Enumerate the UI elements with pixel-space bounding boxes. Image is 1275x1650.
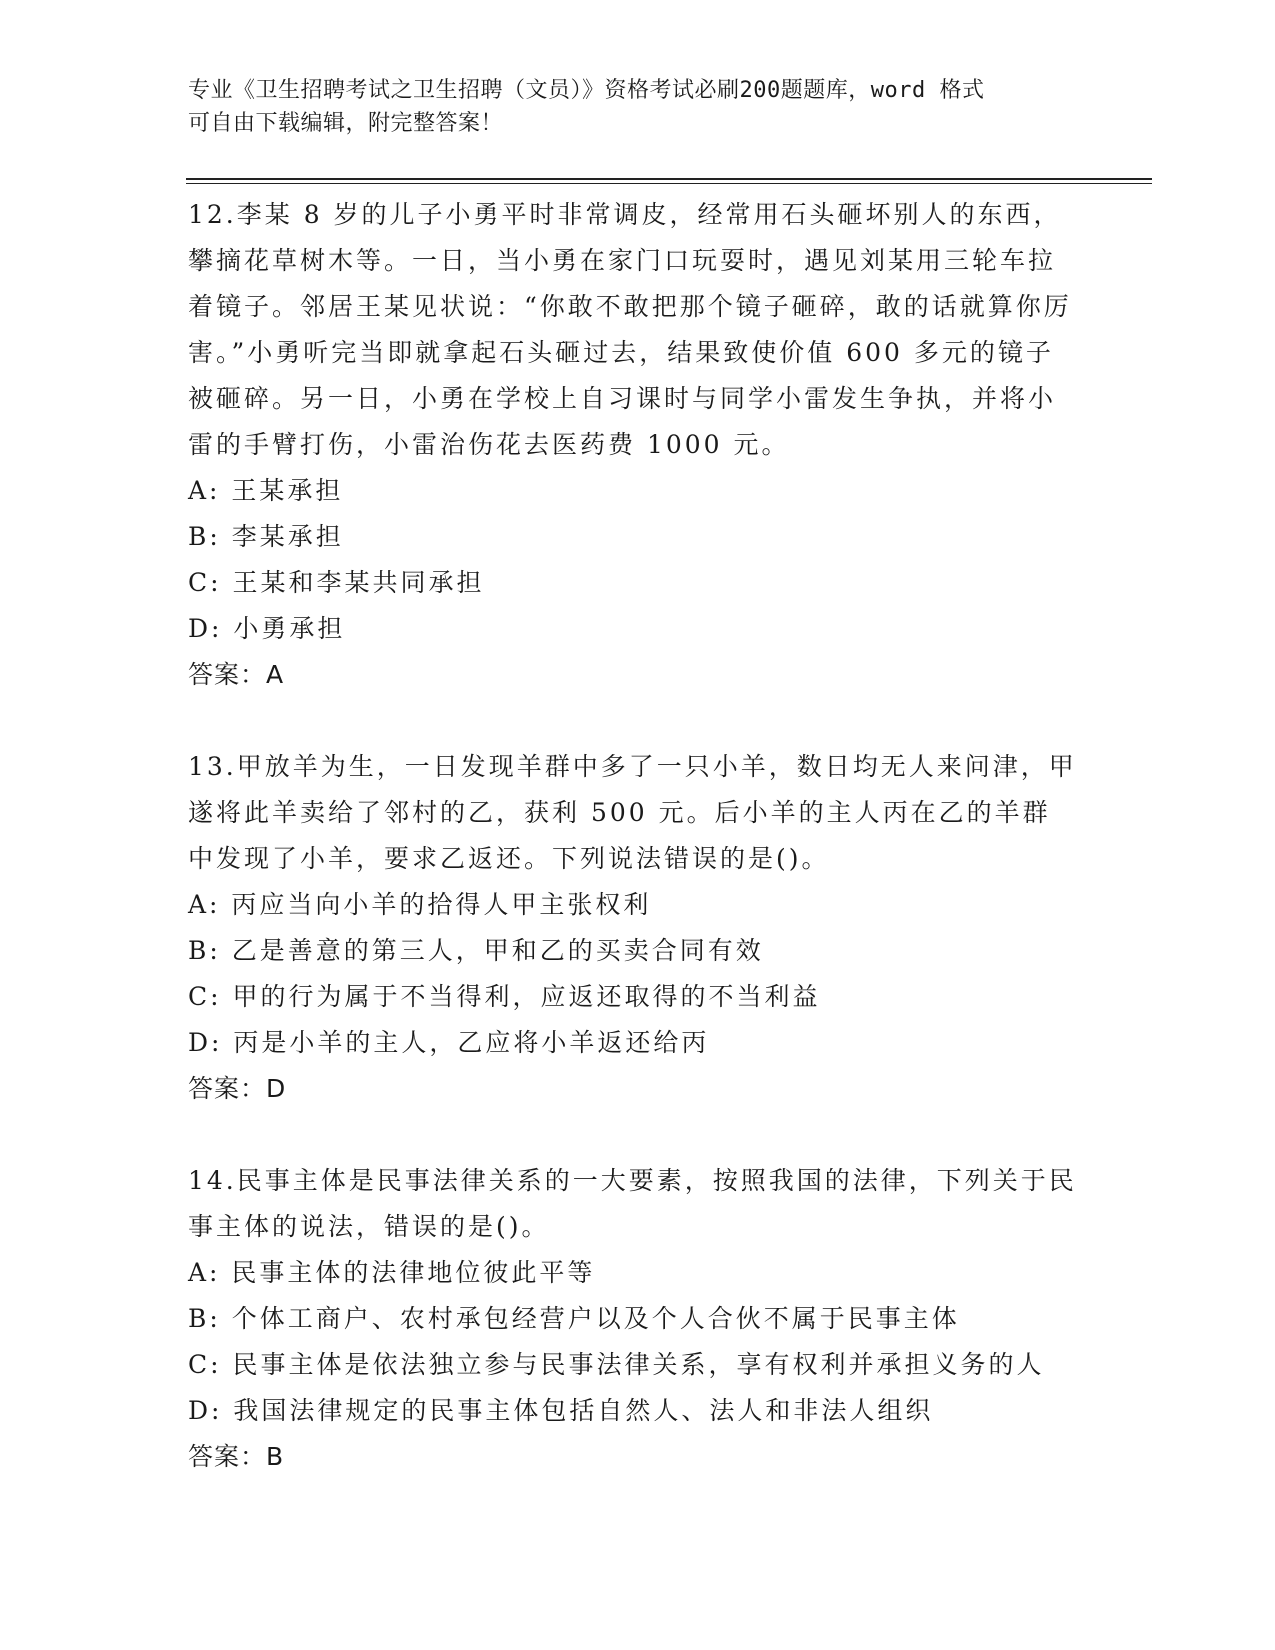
question-spacer: [188, 698, 1078, 744]
question-list: [188, 192, 1078, 1480]
option-a: A: 丙应当向小羊的拾得人甲主张权利: [188, 890, 652, 919]
document-header: [188, 74, 1068, 140]
question-stem: 13.甲放羊为生，一日发现羊群中多了一只小羊，数日均无人来问津，甲遂将此羊卖给了邻村的乙，获利 500 元。后小羊的主人丙在乙的羊群中发现了小羊，要求乙返还。下列说法错误的是()。: [188, 752, 1077, 873]
question-stem: 12.李某 8 岁的儿子小勇平时非常调皮，经常用石头砸坏别人的东西，攀摘花草树木等。一日，当小勇在家门口玩耍时，遇见刘某用三轮车拉着镜子。邻居王某见状说：“你敢不敢把那个镜子砸碎，敢的话就算你厉害。”小勇听完当即就拿起石头砸过去，结果致使价值 600 多元的镜子被砸碎。另一日，小勇在学校上自习课时与同学小雷发生争执，并将小雷的手臂打伤，小雷治伤花去医药费 1000 元。: [188, 200, 1072, 459]
option-a: A: 王某承担: [188, 476, 344, 505]
answer-label: 答案：B: [188, 1442, 285, 1471]
option-d: D: 小勇承担: [188, 614, 346, 643]
option-c: C: 王某和李某共同承担: [188, 568, 485, 597]
option-b: B: 乙是善意的第三人，甲和乙的买卖合同有效: [188, 936, 764, 965]
header-line-1: 专业《卫生招聘考试之卫生招聘（文员）》资格考试必刷200题题库，word 格式: [188, 78, 985, 103]
question-spacer: [188, 1112, 1078, 1158]
answer-label: 答案：D: [188, 1074, 287, 1103]
header-divider-thin: [186, 183, 1152, 184]
header-divider-thick: [186, 178, 1152, 180]
header-line-2: 可自由下载编辑，附完整答案！: [188, 111, 504, 136]
option-c: C: 甲的行为属于不当得利，应返还取得的不当利益: [188, 982, 821, 1011]
option-c: C: 民事主体是依法独立参与民事法律关系，享有权利并承担义务的人: [188, 1350, 1045, 1379]
question-12: [188, 192, 1078, 698]
question-stem: 14.民事主体是民事法律关系的一大要素，按照我国的法律，下列关于民事主体的说法，错误的是()。: [188, 1166, 1077, 1241]
option-a: A: 民事主体的法律地位彼此平等: [188, 1258, 596, 1287]
option-d: D: 我国法律规定的民事主体包括自然人、法人和非法人组织: [188, 1396, 934, 1425]
question-14: [188, 1158, 1078, 1480]
option-d: D: 丙是小羊的主人，乙应将小羊返还给丙: [188, 1028, 710, 1057]
question-13: [188, 744, 1078, 1112]
option-b: B: 个体工商户、农村承包经营户以及个人合伙不属于民事主体: [188, 1304, 960, 1333]
option-b: B: 李某承担: [188, 522, 344, 551]
answer-label: 答案：A: [188, 660, 285, 689]
